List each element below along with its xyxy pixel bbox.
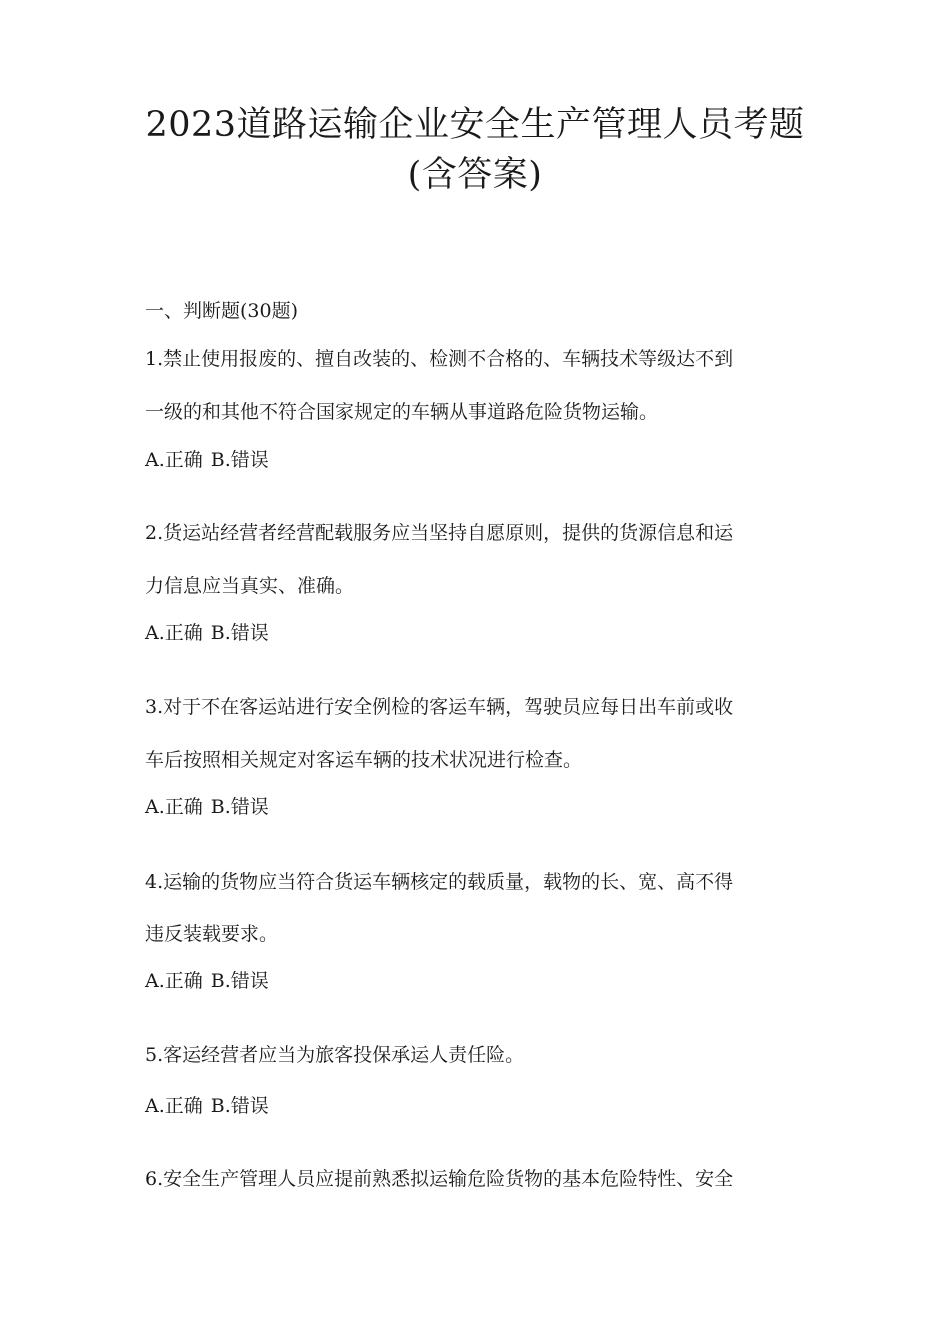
question-1-line-1: 1.禁止使用报废的、擅自改装的、检测不合格的、车辆技术等级达不到 [145,348,734,370]
question-2-line-1: 2.货运站经营者经营配载服务应当坚持自愿原则，提供的货源信息和运 [145,522,734,544]
question-3-line-1: 3.对于不在客运站进行安全例检的客运车辆，驾驶员应每日出车前或收 [145,696,734,718]
option-b: B.错误 [210,449,269,471]
option-a: A.正确 [145,970,203,992]
question-4-options [145,972,269,991]
option-a: A.正确 [145,796,203,818]
option-b: B.错误 [210,970,269,992]
question-3-line-2: 车后按照相关规定对客运车辆的技术状况进行检查。 [145,749,583,771]
option-b: B.错误 [210,622,269,644]
question-1-options [145,451,269,470]
question-5-options [145,1097,269,1116]
option-a: A.正确 [145,1095,203,1117]
question-6-line-1: 6.安全生产管理人员应提前熟悉拟运输危险货物的基本危险特性、安全 [145,1168,734,1190]
question-4-line-2: 违反装载要求。 [145,923,279,945]
question-5-line-1: 5.客运经营者应当为旅客投保承运人责任险。 [145,1044,525,1066]
question-3-options [145,798,269,817]
option-b: B.错误 [210,1095,269,1117]
option-a: A.正确 [145,449,203,471]
document-title-line-2: (含答案) [407,155,543,195]
question-2-line-2: 力信息应当真实、准确。 [145,575,355,597]
question-4-line-1: 4.运输的货物应当符合货运车辆核定的载质量，载物的长、宽、高不得 [145,871,734,893]
section-heading: 一、判断题(30题) [145,300,299,322]
option-a: A.正确 [145,622,203,644]
option-b: B.错误 [210,796,269,818]
document-title-line-1: 2023道路运输企业安全生产管理人员考题 [145,105,805,145]
question-2-options [145,624,269,643]
question-1-line-2: 一级的和其他不符合国家规定的车辆从事道路危险货物运输。 [145,401,659,423]
